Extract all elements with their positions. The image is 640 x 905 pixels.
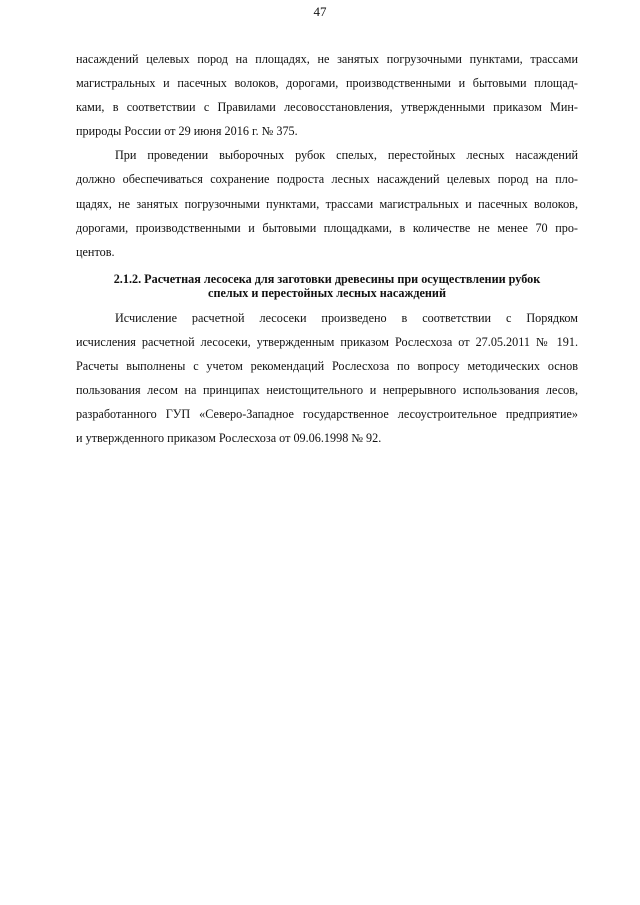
page-number: 47	[313, 4, 327, 19]
heading-line: 2.1.2. Расчетная лесосека для заготовки древесины при осуществлении рубок	[113, 271, 541, 286]
text-line: центов.	[76, 244, 115, 259]
text-line: разработанного ГУП «Северо-Западное государственное лесоустроительное предприятие»	[76, 407, 578, 422]
text-line: исчисления расчетной лесосеки, утвержденным приказом Рослесхоза от 27.05.2011 № 191.	[76, 334, 578, 349]
text-line: Исчисление расчетной лесосеки произведено в соответствии с Порядком	[115, 310, 578, 325]
paragraph-1	[76, 47, 578, 143]
text-line: должно обеспечиваться сохранение подроста лесных насаждений целевых пород на пло-	[76, 172, 578, 187]
text-line: насаждений целевых пород на площадях, не занятых погрузочными пунктами, трассами	[76, 52, 578, 66]
paragraph-2	[76, 143, 578, 263]
text-line: и утвержденного приказом Рослесхоза от 09.06.1998 № 92.	[76, 431, 382, 446]
text-line: щадях, не занятых погрузочными пунктами, трассами магистральных и пасечных волоков,	[76, 196, 578, 211]
heading-line: спелых и перестойных лесных насаждений	[208, 285, 446, 300]
text-line: пользования лесом на принципах неистощительного и непрерывного использования лесов,	[76, 383, 578, 398]
text-line: природы России от 29 июня 2016 г. № 375.	[76, 124, 298, 139]
text-line: ками, в соответствии с Правилами лесовосстановления, утвержденными приказом Мин-	[76, 100, 578, 115]
text-line: дорогами, производственными и бытовыми площадками, в количестве не менее 70 про-	[76, 220, 578, 235]
text-line: Расчеты выполнены с учетом рекомендаций Рослесхоза по вопросу методических основ	[76, 359, 578, 374]
text-line: При проведении выборочных рубок спелых, перестойных лесных насаждений	[115, 148, 578, 163]
paragraph-3	[76, 306, 578, 451]
text-line: магистральных и пасечных волоков, дорогами, производственными и бытовыми площад-	[76, 76, 578, 91]
section-heading	[76, 272, 578, 300]
document-body	[76, 47, 578, 450]
